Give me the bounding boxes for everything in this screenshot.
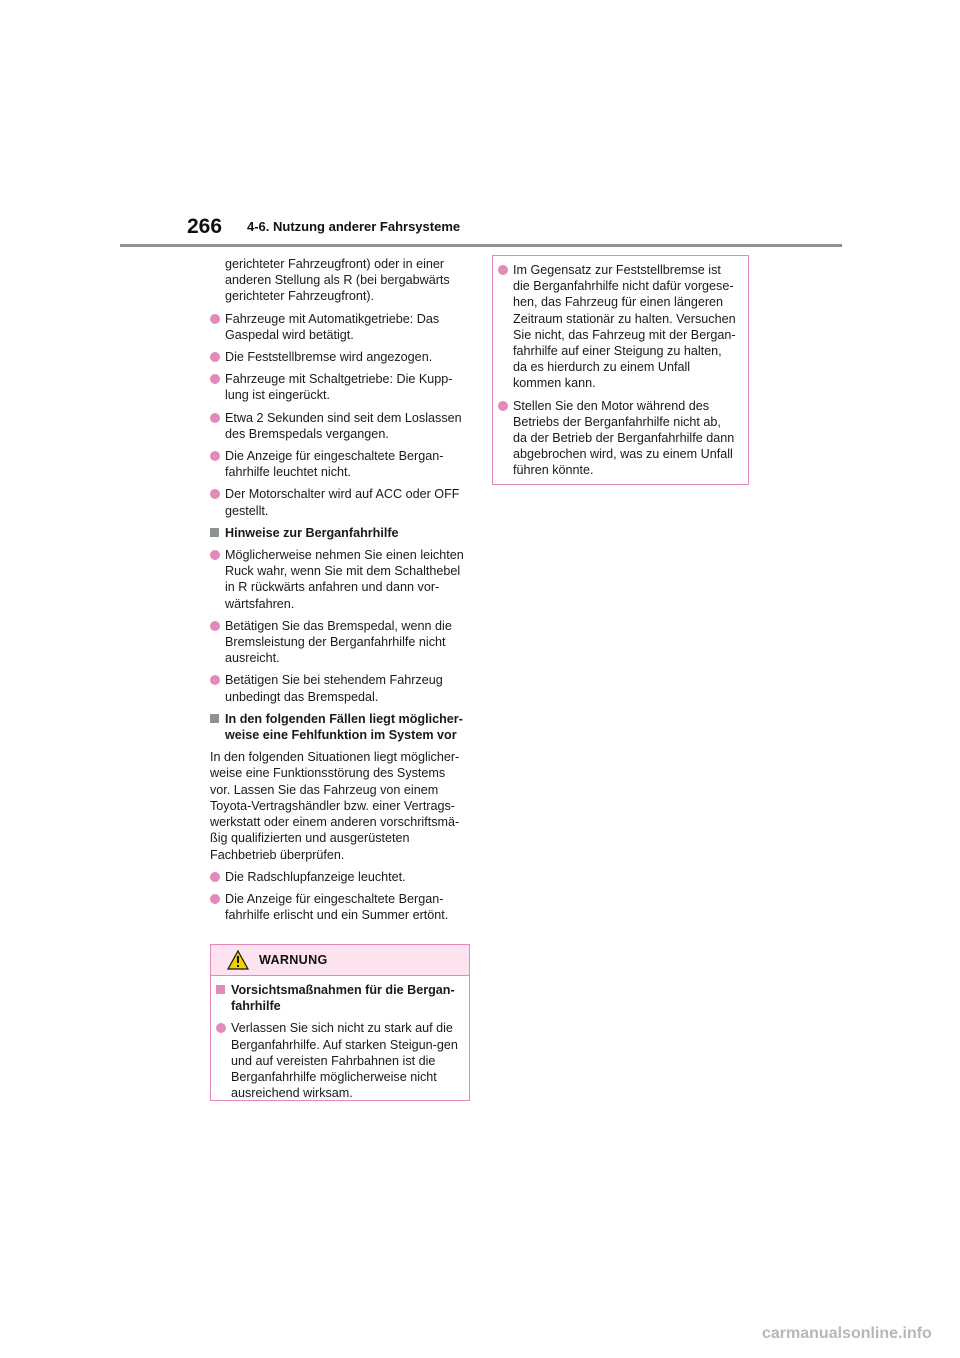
bullet-dot-icon <box>210 374 220 384</box>
bullet-dot-icon <box>210 550 220 560</box>
watermark: carmanualsonline.info <box>762 1325 932 1342</box>
subsection-heading: In den folgenden Fällen liegt möglicher-weise eine Fehlfunktion im System vor <box>210 711 468 743</box>
body-paragraph: In den folgenden Situationen liegt möglicher-weise eine Funktionsstörung des Systems vor. Lassen Sie das Fahrzeug von einem Toyota-Vertragshändler bzw. einer Vertrags-werkstatt oder einem anderen vorschriftsmä-ßig qualifizierten und ausgerüsteten Fachbetrieb überprüfen. <box>210 750 460 862</box>
left-column <box>210 256 468 929</box>
subsection-heading: Hinweise zur Berganfahrhilfe <box>210 525 468 541</box>
bullet-dot-icon <box>210 675 220 685</box>
section-title: 4-6. Nutzung anderer Fahrsysteme <box>247 219 461 234</box>
list-item: Die Feststellbremse wird angezogen. <box>210 349 468 365</box>
square-bullet-icon <box>210 714 219 723</box>
warning-header <box>211 945 469 976</box>
continued-text: gerichteter Fahrzeugfront) oder in einer anderen Stellung als R (bei bergabwärts gerichteter Fahrzeugfront). <box>225 257 450 304</box>
warning-box <box>210 944 470 1101</box>
bullet-dot-icon <box>210 451 220 461</box>
list-item: Der Motorschalter wird auf ACC oder OFF gestellt. <box>210 486 468 518</box>
warning-heading: Vorsichtsmaßnahmen für die Bergan-fahrhilfe <box>216 982 461 1014</box>
list-item: Die Anzeige für eingeschaltete Bergan-fahrhilfe leuchtet nicht. <box>210 448 468 480</box>
list-item: Etwa 2 Sekunden sind seit dem Loslassen des Bremspedals vergangen. <box>210 410 468 442</box>
square-bullet-icon <box>210 528 219 537</box>
warning-triangle-icon <box>227 950 249 970</box>
header-rule <box>120 244 842 247</box>
bullet-dot-icon <box>210 621 220 631</box>
page-number: 266 <box>187 215 223 238</box>
list-item: Verlassen Sie sich nicht zu stark auf die Berganfahrhilfe. Auf starken Steigun-gen und auf vereisten Fahrbahnen ist die Berganfahrhilfe möglicherweise nicht ausreichend wirksam. <box>216 1020 461 1101</box>
bullet-dot-icon <box>210 489 220 499</box>
warning-label: WARNUNG <box>259 953 328 967</box>
list-item: Möglicherweise nehmen Sie einen leichten Ruck wahr, wenn Sie mit dem Schalthebel in R rückwärts anfahren und dann vor-wärtsfahren. <box>210 547 468 612</box>
list-item: Die Anzeige für eingeschaltete Bergan-fahrhilfe erlischt und ein Summer ertönt. <box>210 891 468 923</box>
bullet-dot-icon <box>498 401 508 411</box>
list-item: Die Radschlupfanzeige leuchtet. <box>210 869 468 885</box>
bullet-dot-icon <box>210 314 220 324</box>
list-item: Fahrzeuge mit Automatikgetriebe: Das Gaspedal wird betätigt. <box>210 311 468 343</box>
bullet-dot-icon <box>210 413 220 423</box>
list-item: Fahrzeuge mit Schaltgetriebe: Die Kupp-lung ist eingerückt. <box>210 371 468 403</box>
bullet-dot-icon <box>498 265 508 275</box>
bullet-dot-icon <box>210 872 220 882</box>
right-caution-box <box>492 255 749 485</box>
bullet-dot-icon <box>210 894 220 904</box>
square-bullet-icon <box>216 985 225 994</box>
list-item: Im Gegensatz zur Feststellbremse ist die Berganfahrhilfe nicht dafür vorgese-hen, das Fahrzeug für einen längeren Zeitraum stationär zu halten. Versuchen Sie nicht, das Fahrzeug mit der Bergan-fahrhilfe auf einer Steigung zu halten, da es hierdurch zu einem Unfall kommen kann. <box>498 262 738 392</box>
list-item: Stellen Sie den Motor während des Betriebs der Berganfahrhilfe nicht ab, da der Betrieb der Berganfahrhilfe dann abgebrochen wird, was zu einem Unfall führen könnte. <box>498 398 738 479</box>
list-item: Betätigen Sie bei stehendem Fahrzeug unbedingt das Bremspedal. <box>210 672 468 704</box>
list-item: Betätigen Sie das Bremspedal, wenn die Bremsleistung der Berganfahrhilfe nicht ausreicht. <box>210 618 468 667</box>
bullet-dot-icon <box>210 352 220 362</box>
bullet-dot-icon <box>216 1023 226 1033</box>
warning-body <box>211 976 469 1111</box>
